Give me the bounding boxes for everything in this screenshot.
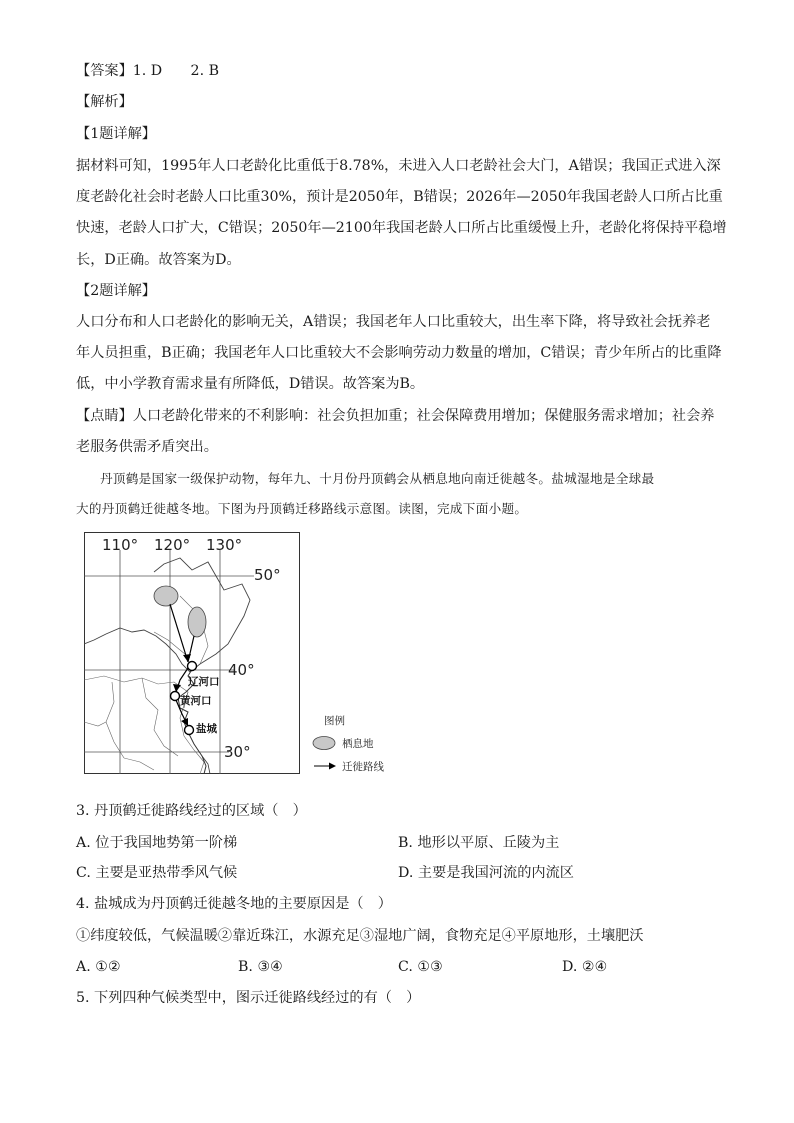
habitat-west	[154, 586, 178, 606]
q4-option-b[interactable]: B. ③④	[238, 959, 283, 975]
crane-migration-map	[84, 532, 300, 774]
longitude-label: 110°	[102, 536, 139, 554]
legend-route-label: 迁徙路线	[342, 761, 384, 773]
q1-explanation-line: 长，D正确。故答案为D。	[76, 252, 241, 268]
q3-option-a[interactable]: A. 位于我国地势第一阶梯	[76, 835, 238, 851]
latitude-label: 30°	[224, 743, 251, 761]
question-4-stem: 4. 盐城成为丹顶鹤迁徙越冬地的主要原因是（ ）	[76, 896, 392, 912]
habitat-east	[188, 607, 206, 637]
question-5-stem: 5. 下列四种气候类型中，图示迁徙路线经过的有（ ）	[76, 990, 421, 1006]
site-liaohekou-marker	[188, 662, 197, 671]
q4-option-a[interactable]: A. ①②	[76, 959, 121, 975]
question-3-stem: 3. 丹顶鹤迁徙路线经过的区域（ ）	[76, 803, 307, 819]
q3-option-b[interactable]: B. 地形以平原、丘陵为主	[398, 835, 560, 851]
legend-route-arrow	[329, 763, 336, 770]
q2-explanation-line: 人口分布和人口老龄化的影响无关，A错误；我国老年人口比重较大，出生率下降，将导致社会抚养老	[76, 314, 711, 330]
latitude-label: 50°	[254, 566, 281, 584]
q3-option-d[interactable]: D. 主要是我国河流的内流区	[398, 865, 574, 881]
site-huanghekou-marker	[171, 692, 180, 701]
place-label-liaohekou: 辽河口	[188, 676, 220, 688]
q1-explanation-line: 度老龄化社会时老龄人口比重30%，预计是2050年，B错误；2026年—2050年我国老龄人口所占比重	[76, 189, 723, 205]
q2-explanation-line: 低，中小学教育需求量有所降低，D错误。故答案为B。	[76, 376, 425, 392]
longitude-label: 130°	[206, 536, 243, 554]
q2-explanation-line: 年人员担重，B正确；我国老年人口比重较大不会影响劳动力数量的增加，C错误；青少年所占的比重降	[76, 345, 722, 361]
tip-line: 【点睛】人口老龄化带来的不利影响：社会负担加重；社会保障费用增加；保健服务需求增加；社会养	[76, 408, 715, 424]
q4-option-d[interactable]: D. ②④	[562, 959, 608, 975]
place-label-yancheng: 盐城	[196, 723, 217, 735]
answer-line: 【答案】1. D 2. B	[76, 63, 220, 79]
q2-detail-label: 【2题详解】	[76, 283, 156, 299]
material-line: 大的丹顶鹤迁徙越冬地。下图为丹顶鹤迁移路线示意图。读图，完成下面小题。	[76, 501, 528, 516]
latitude-label: 40°	[228, 661, 255, 679]
legend-title: 图例	[324, 715, 345, 727]
q4-option-c[interactable]: C. ①③	[398, 959, 443, 975]
material-line: 丹顶鹤是国家一级保护动物，每年九、十月份丹顶鹤会从栖息地向南迁徙越冬。盐城湿地是全球最	[100, 471, 655, 486]
legend-habitat-label: 栖息地	[342, 738, 374, 750]
site-yancheng-marker	[185, 726, 194, 735]
q1-detail-label: 【1题详解】	[76, 126, 156, 142]
q1-explanation-line: 快速，老龄人口扩大，C错误；2050年—2100年我国老龄人口所占比重缓慢上升，老龄化将保持平稳增	[76, 220, 727, 236]
q1-explanation-line: 据材料可知，1995年人口老龄化比重低于8.78%，未进入人口老龄社会大门，A错误；我国正式进入深	[76, 158, 721, 174]
q3-option-c[interactable]: C. 主要是亚热带季风气候	[76, 865, 238, 881]
longitude-label: 120°	[154, 536, 191, 554]
analysis-label: 【解析】	[76, 94, 133, 110]
map-legend	[312, 712, 422, 774]
question-4-statements: ①纬度较低，气候温暖②靠近珠江，水源充足③湿地广阔，食物充足④平原地形，土壤肥沃	[76, 928, 644, 944]
legend-habitat-swatch	[313, 737, 335, 750]
place-label-huanghekou: 黄河口	[180, 695, 212, 707]
tip-line: 老服务供需矛盾突出。	[76, 439, 218, 455]
